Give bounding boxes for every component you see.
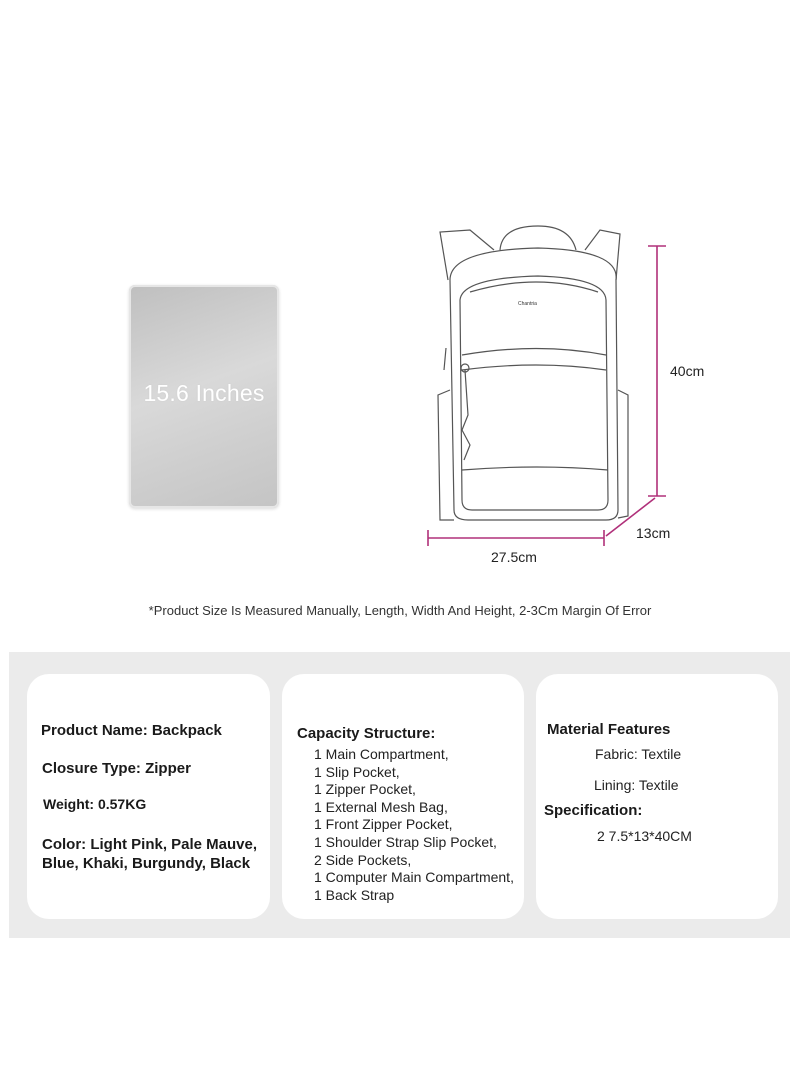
color-line-2: Blue, Khaki, Burgundy, Black — [42, 855, 251, 872]
depth-label: 13cm — [636, 525, 671, 541]
list-item: 1 Back Strap — [314, 886, 395, 903]
product-name: Product Name: Backpack — [41, 722, 222, 739]
capacity-list — [314, 746, 514, 904]
color-line-1: Color: Light Pink, Pale Mauve, — [42, 836, 258, 853]
list-item: 1 Computer Main Compartment, — [314, 869, 514, 886]
list-item: 1 Zipper Pocket, — [314, 781, 416, 798]
fabric: Fabric: Textile — [595, 746, 682, 762]
brand-logo: Chantria — [518, 301, 537, 307]
specs-panel — [9, 652, 790, 938]
capacity-title: Capacity Structure: — [297, 725, 436, 742]
product-info-card — [27, 674, 270, 919]
capacity-card — [282, 674, 524, 919]
specification-title: Specification: — [544, 802, 643, 819]
list-item: 1 External Mesh Bag, — [314, 798, 448, 815]
list-item: 1 Main Compartment, — [314, 746, 449, 762]
measurement-disclaimer: *Product Size Is Measured Manually, Length, Width And Height, 2-3Cm Margin Of Error — [148, 603, 652, 618]
list-item: 1 Shoulder Strap Slip Pocket, — [314, 833, 497, 850]
list-item: 1 Slip Pocket, — [314, 763, 400, 780]
height-label: 40cm — [670, 363, 705, 379]
width-label: 27.5cm — [491, 549, 537, 565]
laptop-size-label: 15.6 Inches — [143, 380, 265, 406]
list-item: 2 Side Pockets, — [314, 851, 412, 868]
closure-type: Closure Type: Zipper — [42, 760, 191, 777]
weight: Weight: 0.57KG — [43, 796, 147, 812]
material-card — [536, 674, 778, 919]
specification-value: 2 7.5*13*40CM — [597, 828, 692, 844]
list-item: 1 Front Zipper Pocket, — [314, 816, 453, 833]
material-title: Material Features — [547, 721, 671, 738]
lining: Lining: Textile — [594, 777, 679, 793]
